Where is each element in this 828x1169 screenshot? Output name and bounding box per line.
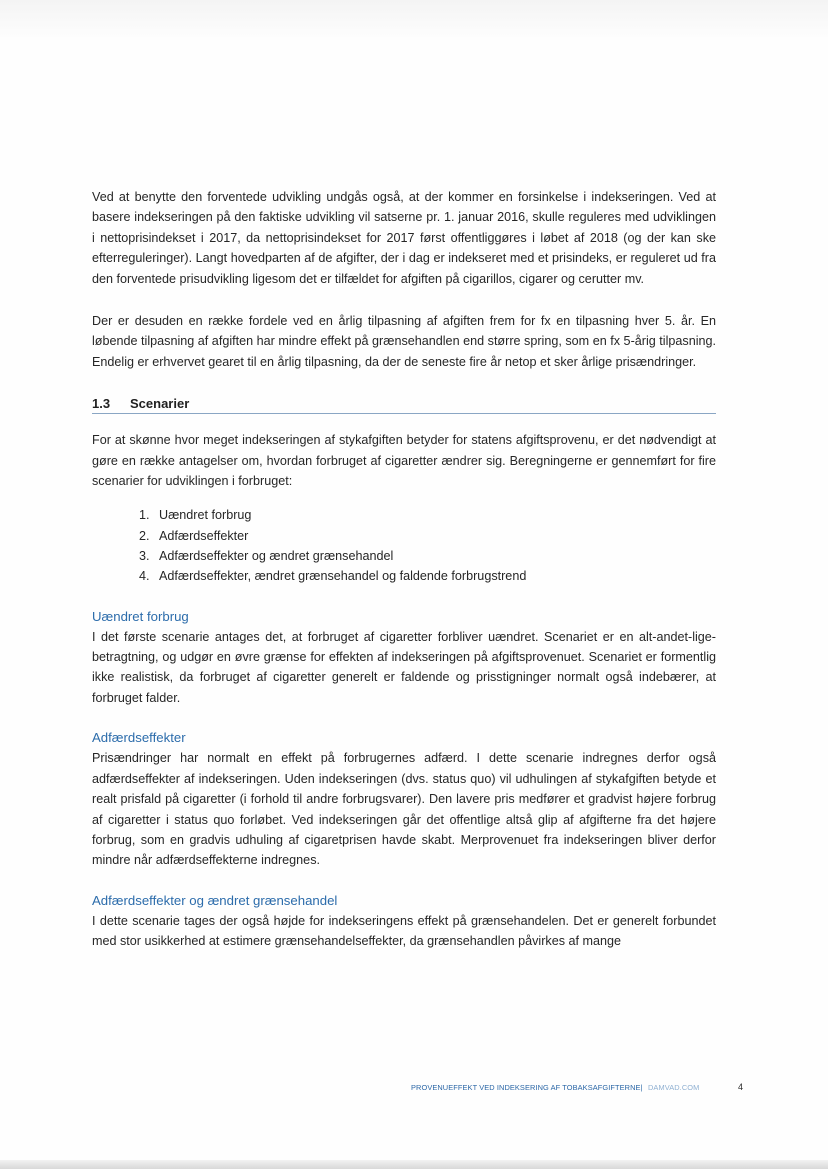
list-item-number: 2.	[139, 528, 150, 543]
footer-website: DAMVAD.COM	[648, 1083, 700, 1092]
list-item	[139, 526, 716, 546]
subheading-border-trade: Adfærdseffekter og ændret grænsehandel	[92, 892, 338, 908]
scan-bottom-edge	[0, 1160, 828, 1169]
section-number: 1.3	[92, 396, 111, 412]
section-intro: For at skønne hvor meget indekseringen af stykafgiften betyder for statens afgiftsprovenu, er det nødvendigt at gøre en række antagelser om, hvordan forbruget af cigaretter ændrer sig. Beregningerne er gennemført for fire scenarier for udviklingen i forbruget:	[92, 433, 716, 489]
paragraph-annual-adjustment: Der er desuden en række fordele ved en årlig tilpasning af afgiften frem for fx en tilpasning hver 5. år. En løbende tilpasning af afgiften har mindre effekt på grænsehandlen end større spring, som en fx 5-årig tilpasning. Endelig er erhvervet gearet til en årlig tilpasning, da der de seneste fire år netop et sker årlige prisændringer.	[92, 314, 716, 369]
list-item-text: Adfærdseffekter, ændret grænsehandel og faldende forbrugstrend	[159, 569, 527, 584]
scenario-list	[92, 505, 716, 586]
list-item-text: Uændret forbrug	[159, 508, 252, 523]
list-item	[139, 566, 716, 586]
list-item-text: Adfærdseffekter	[159, 528, 249, 543]
paragraph-unchanged-consumption: I det første scenarie antages det, at forbruget af cigaretter forbliver uændret. Scenariet er en alt-andet-lige-betragtning, og udgør en øvre grænse for effekten af indekseringen på afgiftsprovenuet. Scenariet er formentlig ikke realistisk, da forbruget af cigaretter generelt er faldende og prisstigninger normalt også indebærer, at forbruget falder.	[92, 629, 716, 705]
footer-document-title: PROVENUEFFEKT VED INDEKSERING AF TOBAKSAFGIFTERNE|	[411, 1083, 643, 1092]
page-body	[92, 187, 716, 952]
list-item-number: 3.	[139, 549, 150, 564]
paragraph-indexing-timing: Ved at benytte den forventede udvikling undgås også, at der kommer en forsinkelse i indekseringen. Ved at basere indekseringen på den faktiske udvikling vil satserne pr. 1. januar 2016, skulle reguleres med udviklingen i nettoprisindekset i 2017, da nettoprisindekset for 2017 først offentliggøres i løbet af 2018 (og der kan ske efterreguleringer). Langt hovedparten af de afgifter, der i dag er indekseret med et prisindeks, er reguleret ud fra den forventede prisudvikling ligesom det er tilfældet for afgiften på cigarillos, cigarer og cerutter mv.	[92, 190, 716, 286]
list-item	[139, 546, 716, 566]
subheading-behavioral-effects: Adfærdseffekter	[92, 730, 186, 746]
list-item	[139, 505, 716, 525]
section-heading	[92, 396, 716, 414]
paragraph-border-trade: I dette scenarie tages der også højde for indekseringens effekt på grænsehandelen. Det er generelt forbundet med stor usikkerhed at estimere grænsehandelseffekter, da grænsehandlen påvirkes af mange	[92, 913, 716, 949]
paragraph-behavioral-effects: Prisændringer har normalt en effekt på forbrugernes adfærd. I dette scenarie indregnes derfor også adfærdseffekter af indekseringen. Uden indekseringen (dvs. status quo) vil udhulingen af stykafgiften betyde et realt prisfald på cigaretter (i forhold til andre forbrugsvarer). Den lavere pris medfører et gradvist højere forbrug af cigaretter i status quo forløbet. Ved indekseringen går det offentlige altså glip af afgifterne fra det højere forbrug, som en gradvis udhuling af cigaretprisen havde skabt. Merprovenuet fra indekseringen bliver derfor mindre når adfærdseffekterne indregnes.	[92, 751, 716, 868]
list-item-text: Adfærdseffekter og ændret grænsehandel	[159, 549, 394, 564]
subheading-unchanged-consumption: Uændret forbrug	[92, 608, 189, 624]
section-title: Scenarier	[130, 396, 190, 412]
list-item-number: 4.	[139, 569, 150, 584]
footer-separator: |	[640, 1083, 643, 1092]
page-number: 4	[738, 1082, 744, 1092]
list-item-number: 1.	[139, 508, 150, 523]
scan-top-shade	[0, 0, 828, 40]
